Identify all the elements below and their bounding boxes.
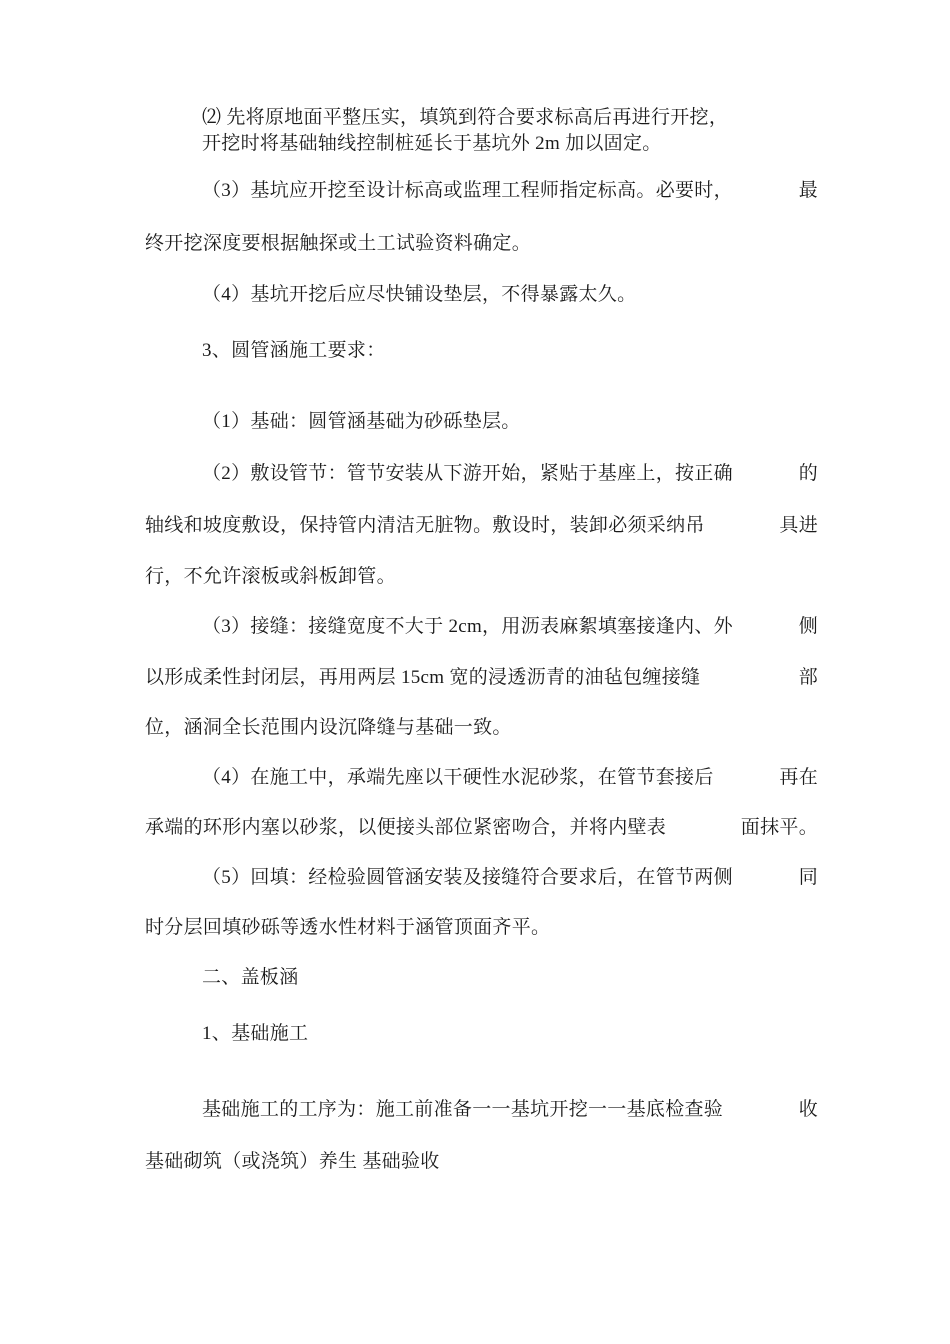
culvert-item-4-line-1	[202, 766, 818, 790]
paragraph-4: （4）基坑开挖后应尽快铺设垫层，不得暴露太久。	[202, 284, 637, 305]
culvert-item-2-line-3: 行，不允许滚板或斜板卸管。	[145, 566, 396, 587]
culvert-item-5-line-2: 时分层回填砂砾等透水性材料于涵管顶面齐平。	[145, 917, 551, 938]
paragraph-2-line-1: ⑵ 先将原地面平整压实，填筑到符合要求标高后再进行开挖，	[202, 107, 729, 128]
foundation-process-line-1-tail: 收	[798, 1099, 818, 1120]
paragraph-3-line-1-tail: 最	[798, 180, 818, 201]
culvert-item-3-line-3: 位，涵洞全长范围内设沉降缝与基础一致。	[145, 717, 512, 738]
paragraph-3-line-2: 终开挖深度要根据触探或土工试验资料确定。	[145, 233, 532, 254]
subsection-heading-foundation: 1、基础施工	[202, 1023, 309, 1044]
culvert-item-3-line-2-tail: 部	[798, 667, 818, 688]
culvert-item-2-line-2-tail: 具进	[779, 515, 818, 536]
culvert-item-2-line-1-tail: 的	[798, 463, 818, 484]
culvert-item-4-line-2-main: 承端的环形内塞以砂浆，以便接头部位紧密吻合，并将内壁表	[145, 817, 667, 838]
culvert-item-3-line-1-main: （3）接缝：接缝宽度不大于 2cm，用沥表麻絮填塞接逢内、外	[202, 616, 733, 637]
culvert-item-4-line-2	[145, 816, 818, 840]
culvert-item-2-line-1	[202, 462, 818, 486]
culvert-item-3-line-1-tail: 侧	[798, 616, 818, 637]
culvert-item-2-line-2	[145, 514, 818, 538]
culvert-item-2-line-1-main: （2）敷设管节：管节安装从下游开始，紧贴于基座上，按正确	[202, 463, 733, 484]
culvert-item-1: （1）基础：圆管涵基础为砂砾垫层。	[202, 411, 521, 432]
culvert-item-4-line-1-main: （4）在施工中，承端先座以干硬性水泥砂浆，在管节套接后	[202, 767, 714, 788]
culvert-item-3-line-1	[202, 615, 818, 639]
foundation-process-line-1-main: 基础施工的工序为：施工前准备一一基坑开挖一一基底检查验	[202, 1099, 724, 1120]
culvert-item-2-line-2-main: 轴线和坡度敷设，保持管内清洁无脏物。敷设时，装卸必须采纳吊	[145, 515, 705, 536]
section-heading-slab-culvert: 二、盖板涵	[202, 967, 299, 988]
paragraph-3-line-1-main: （3）基坑应开挖至设计标高或监理工程师指定标高。必要时，	[202, 180, 733, 201]
paragraph-2-line-2: 开挖时将基础轴线控制桩延长于基坑外 2m 加以固定。	[202, 133, 662, 154]
culvert-item-5-line-1-main: （5）回填：经检验圆管涵安装及接缝符合要求后，在管节两侧	[202, 867, 733, 888]
foundation-process-line-2: 基础砌筑（或浇筑）养生 基础验收	[145, 1151, 440, 1172]
paragraph-3-line-1	[202, 179, 818, 203]
culvert-item-3-line-2	[145, 666, 818, 690]
culvert-item-4-line-1-tail: 再在	[779, 767, 818, 788]
culvert-item-5-line-1-tail: 同	[798, 867, 818, 888]
section-heading-3: 3、圆管涵施工要求：	[202, 340, 386, 361]
culvert-item-3-line-2-main: 以形成柔性封闭层，再用两层 15cm 宽的浸透沥青的油毡包缠接缝	[145, 667, 701, 688]
culvert-item-5-line-1	[202, 866, 818, 890]
culvert-item-4-line-2-tail: 面抹平。	[740, 817, 818, 838]
foundation-process-line-1	[202, 1098, 818, 1122]
